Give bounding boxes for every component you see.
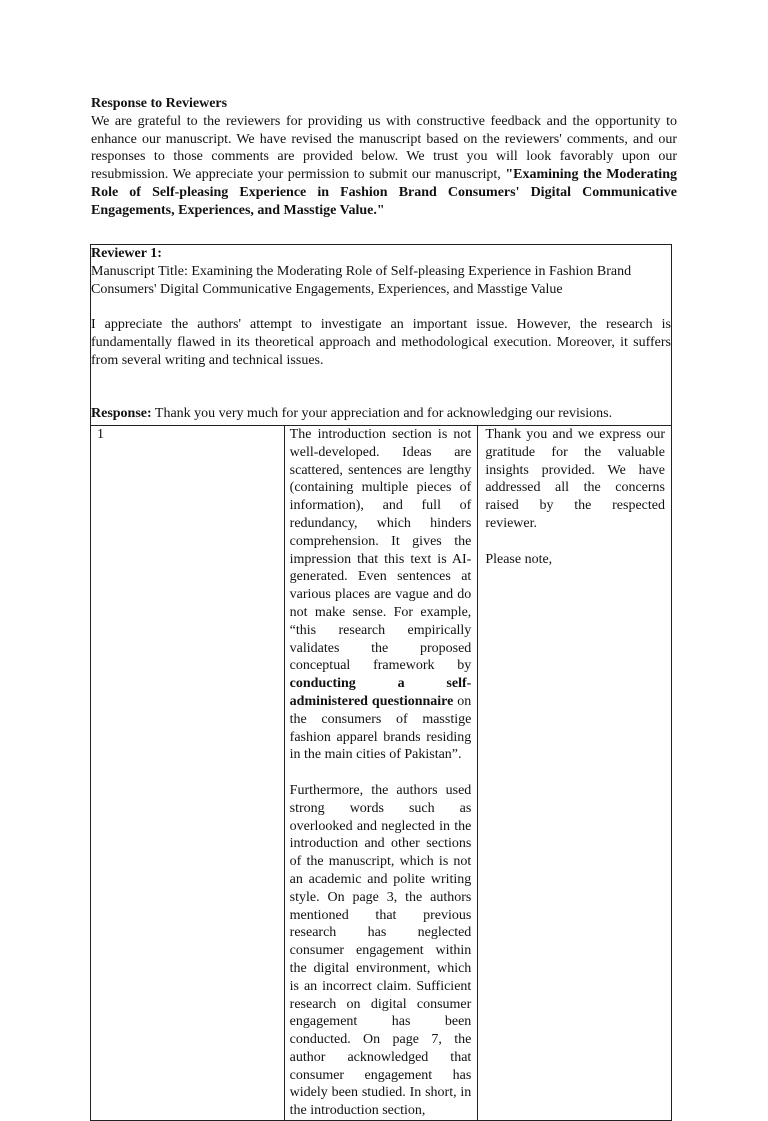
response-paragraph-1: Thank you and we express our gratitude for the valuable insights provided. We have addressed all the concerns raised by the respected reviewer. bbox=[485, 427, 665, 531]
comment-number: 1 bbox=[91, 426, 285, 1121]
response-text: Thank you very much for your appreciation and for acknowledging our revisions. bbox=[151, 406, 613, 422]
response-label: Response: bbox=[91, 406, 152, 422]
comment-paragraph-1 bbox=[290, 426, 472, 764]
paragraph-gap bbox=[290, 764, 472, 782]
response-paragraph-2: Please note, bbox=[485, 551, 553, 567]
reviewer-table bbox=[90, 244, 672, 1121]
reviewer-response bbox=[91, 405, 671, 423]
comment-paragraph-2: Furthermore, the authors used strong words such as overlooked and neglected in the introduction and other sections of the manuscript, which is not an academic and polite writing style. On page 3, the authors mentioned that previous research has neglected consumer engagement within the digital environment, which is an incorrect claim. Sufficient research on digital consumer engagement has been conducted. On page 7, the author acknowledged that consumer engagement has widely been studied. In short, in the introduction section, bbox=[289, 782, 472, 1119]
comment-text-1a: The introduction section is not well-developed. Ideas are scattered, sentences are lengthy (containing multiple pieces of information), and full of redundancy, which hinders comprehension. It gives the impression that this text is AI-generated. Even sentences at various places are vague and do not make sense. For example, “this research empirically validates the proposed conceptual framework by bbox=[289, 427, 472, 674]
comment-bold-phrase: conducting a self-administered questionnaire bbox=[289, 676, 472, 709]
document-header bbox=[91, 95, 677, 220]
paragraph-gap bbox=[485, 533, 665, 551]
reviewer-manuscript-title: Manuscript Title: Examining the Moderating Role of Self-pleasing Experience in Fashion Brand Consumers' Digital Communicative Engagements, Experiences, and Masstige Value bbox=[91, 263, 632, 297]
intro-text: We are grateful to the reviewers for providing us with constructive feedback and the opportunity to enhance our manuscript. We have revised the manuscript based on the reviewers' comments, and our responses to those comments are provided below. We trust you will look favorably upon our resubmission. We appreciate your permission to submit our manuscript, bbox=[91, 113, 677, 183]
comment-cell bbox=[284, 426, 478, 1121]
comment-text-1b: on the consumers of masstige fashion apparel brands residing in the main cities of Pakistan”. bbox=[289, 693, 472, 763]
response-cell bbox=[478, 426, 672, 1121]
intro-paragraph bbox=[91, 113, 677, 220]
reviewer-header-row bbox=[91, 245, 672, 426]
reviewer-header-cell bbox=[91, 245, 672, 426]
reviewer-general-comment: I appreciate the authors' attempt to investigate an important issue. However, the research is fundamentally flawed in its theoretical approach and methodological execution. Moreover, it suffers from several writing and technical issues. bbox=[91, 317, 671, 368]
reviewer-label: Reviewer 1: bbox=[91, 246, 162, 261]
page-title: Response to Reviewers bbox=[91, 96, 228, 111]
table-row bbox=[91, 426, 672, 1121]
manuscript-title-bold: "Examining the Moderating Role of Self-pleasing Experience in Fashion Brand Consumers' Digital Communicative Engagements, Experiences, and Masstige Value." bbox=[91, 167, 677, 218]
